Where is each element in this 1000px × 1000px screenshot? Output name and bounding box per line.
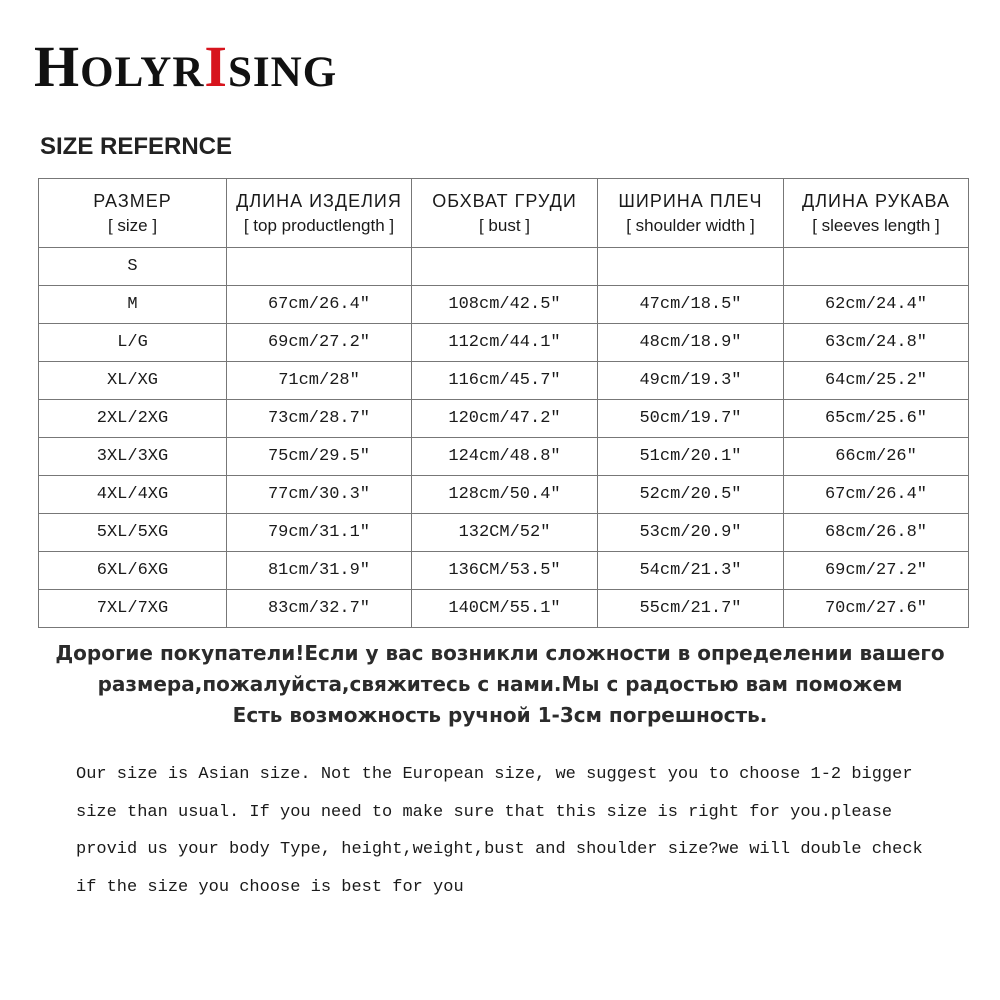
table-header-row (39, 179, 969, 248)
column-header-en: [ bust ] (478, 215, 531, 235)
notice-line: if the size you choose is best for you (76, 877, 464, 897)
measurement-cell: 124cm/48.8" (412, 438, 598, 476)
size-cell: 7XL/7XG (39, 590, 227, 628)
size-cell: 4XL/4XG (39, 476, 227, 514)
measurement-cell: 73cm/28.7" (227, 400, 412, 438)
size-table (38, 178, 969, 628)
measurement-cell: 47cm/18.5" (598, 286, 784, 324)
measurement-cell: 63cm/24.8" (784, 324, 969, 362)
size-cell: 3XL/3XG (39, 438, 227, 476)
column-header-en: [ shoulder width ] (626, 215, 755, 235)
measurement-cell: 116cm/45.7" (412, 362, 598, 400)
column-header-ru: ДЛИНА РУКАВА (802, 190, 950, 211)
notice-line: размера,пожалуйста,свяжитесь с нами.Мы с радостью вам поможем (97, 672, 903, 696)
brand-logo-part: OLYR (80, 49, 205, 96)
measurement-cell: 140CM/55.1" (412, 590, 598, 628)
measurement-cell (784, 248, 969, 286)
page-title: SIZE REFERNCE (40, 133, 233, 160)
column-header (412, 179, 598, 248)
column-header-ru: ШИРИНА ПЛЕЧ (618, 190, 763, 211)
size-cell: XL/XG (39, 362, 227, 400)
measurement-cell: 65cm/25.6" (784, 400, 969, 438)
measurement-cell: 128cm/50.4" (412, 476, 598, 514)
measurement-cell: 55cm/21.7" (598, 590, 784, 628)
size-cell: L/G (39, 324, 227, 362)
column-header-ru: ДЛИНА ИЗДЕЛИЯ (236, 190, 402, 211)
measurement-cell (598, 248, 784, 286)
notice-line: provid us your body Type, height,weight,bust and shoulder size?we will double check (76, 840, 923, 859)
column-header (39, 179, 227, 248)
table-row (39, 400, 969, 438)
column-header-en: [ size ] (107, 215, 158, 235)
measurement-cell: 108cm/42.5" (412, 286, 598, 324)
table-row (39, 514, 969, 552)
measurement-cell: 69cm/27.2" (784, 552, 969, 590)
measurement-cell: 67cm/26.4" (227, 286, 412, 324)
english-notice (76, 756, 986, 906)
measurement-cell: 64cm/25.2" (784, 362, 969, 400)
measurement-cell (412, 248, 598, 286)
table-row (39, 476, 969, 514)
table-row (39, 438, 969, 476)
measurement-cell: 69cm/27.2" (227, 324, 412, 362)
column-header (598, 179, 784, 248)
notice-line: Есть возможность ручной 1-3см погрешность. (232, 703, 768, 727)
measurement-cell: 79cm/31.1" (227, 514, 412, 552)
measurement-cell: 112cm/44.1" (412, 324, 598, 362)
column-header (784, 179, 969, 248)
measurement-cell: 77cm/30.3" (227, 476, 412, 514)
measurement-cell: 53cm/20.9" (598, 514, 784, 552)
measurement-cell: 52cm/20.5" (598, 476, 784, 514)
brand-logo-accent: I (204, 34, 228, 99)
table-row (39, 248, 969, 286)
table-row (39, 286, 969, 324)
measurement-cell: 62cm/24.4" (784, 286, 969, 324)
column-header (227, 179, 412, 248)
table-row (39, 324, 969, 362)
measurement-cell: 75cm/29.5" (227, 438, 412, 476)
column-header-en: [ top productlength ] (243, 215, 395, 235)
measurement-cell: 81cm/31.9" (227, 552, 412, 590)
russian-notice (0, 638, 1000, 731)
size-cell: 2XL/2XG (39, 400, 227, 438)
size-cell: M (39, 286, 227, 324)
notice-line: Дорогие покупатели!Если у вас возникли сложности в определении вашего (55, 641, 945, 665)
measurement-cell: 68cm/26.8" (784, 514, 969, 552)
measurement-cell: 136CM/53.5" (412, 552, 598, 590)
table-row (39, 590, 969, 628)
measurement-cell: 50cm/19.7" (598, 400, 784, 438)
measurement-cell: 71cm/28" (227, 362, 412, 400)
table-row (39, 362, 969, 400)
brand-logo-part: SING (228, 49, 338, 96)
table-row (39, 552, 969, 590)
brand-logo-part: H (34, 34, 81, 99)
size-cell: 5XL/5XG (39, 514, 227, 552)
measurement-cell: 67cm/26.4" (784, 476, 969, 514)
measurement-cell: 83cm/32.7" (227, 590, 412, 628)
size-cell: S (39, 248, 227, 286)
measurement-cell: 70cm/27.6" (784, 590, 969, 628)
column-header-ru: РАЗМЕР (93, 190, 172, 211)
measurement-cell (227, 248, 412, 286)
notice-line: Our size is Asian size. Not the European size, we suggest you to choose 1-2 bigger (76, 765, 913, 784)
measurement-cell: 49cm/19.3" (598, 362, 784, 400)
column-header-en: [ sleeves length ] (812, 215, 940, 235)
measurement-cell: 48cm/18.9" (598, 324, 784, 362)
measurement-cell: 132CM/52" (412, 514, 598, 552)
notice-line: size than usual. If you need to make sure that this size is right for you.please (76, 802, 893, 822)
table-body (39, 248, 969, 628)
size-cell: 6XL/6XG (39, 552, 227, 590)
column-header-ru: ОБХВАТ ГРУДИ (432, 190, 577, 211)
measurement-cell: 66cm/26" (784, 438, 969, 476)
measurement-cell: 120cm/47.2" (412, 400, 598, 438)
measurement-cell: 51cm/20.1" (598, 438, 784, 476)
brand-logo (34, 34, 338, 99)
measurement-cell: 54cm/21.3" (598, 552, 784, 590)
